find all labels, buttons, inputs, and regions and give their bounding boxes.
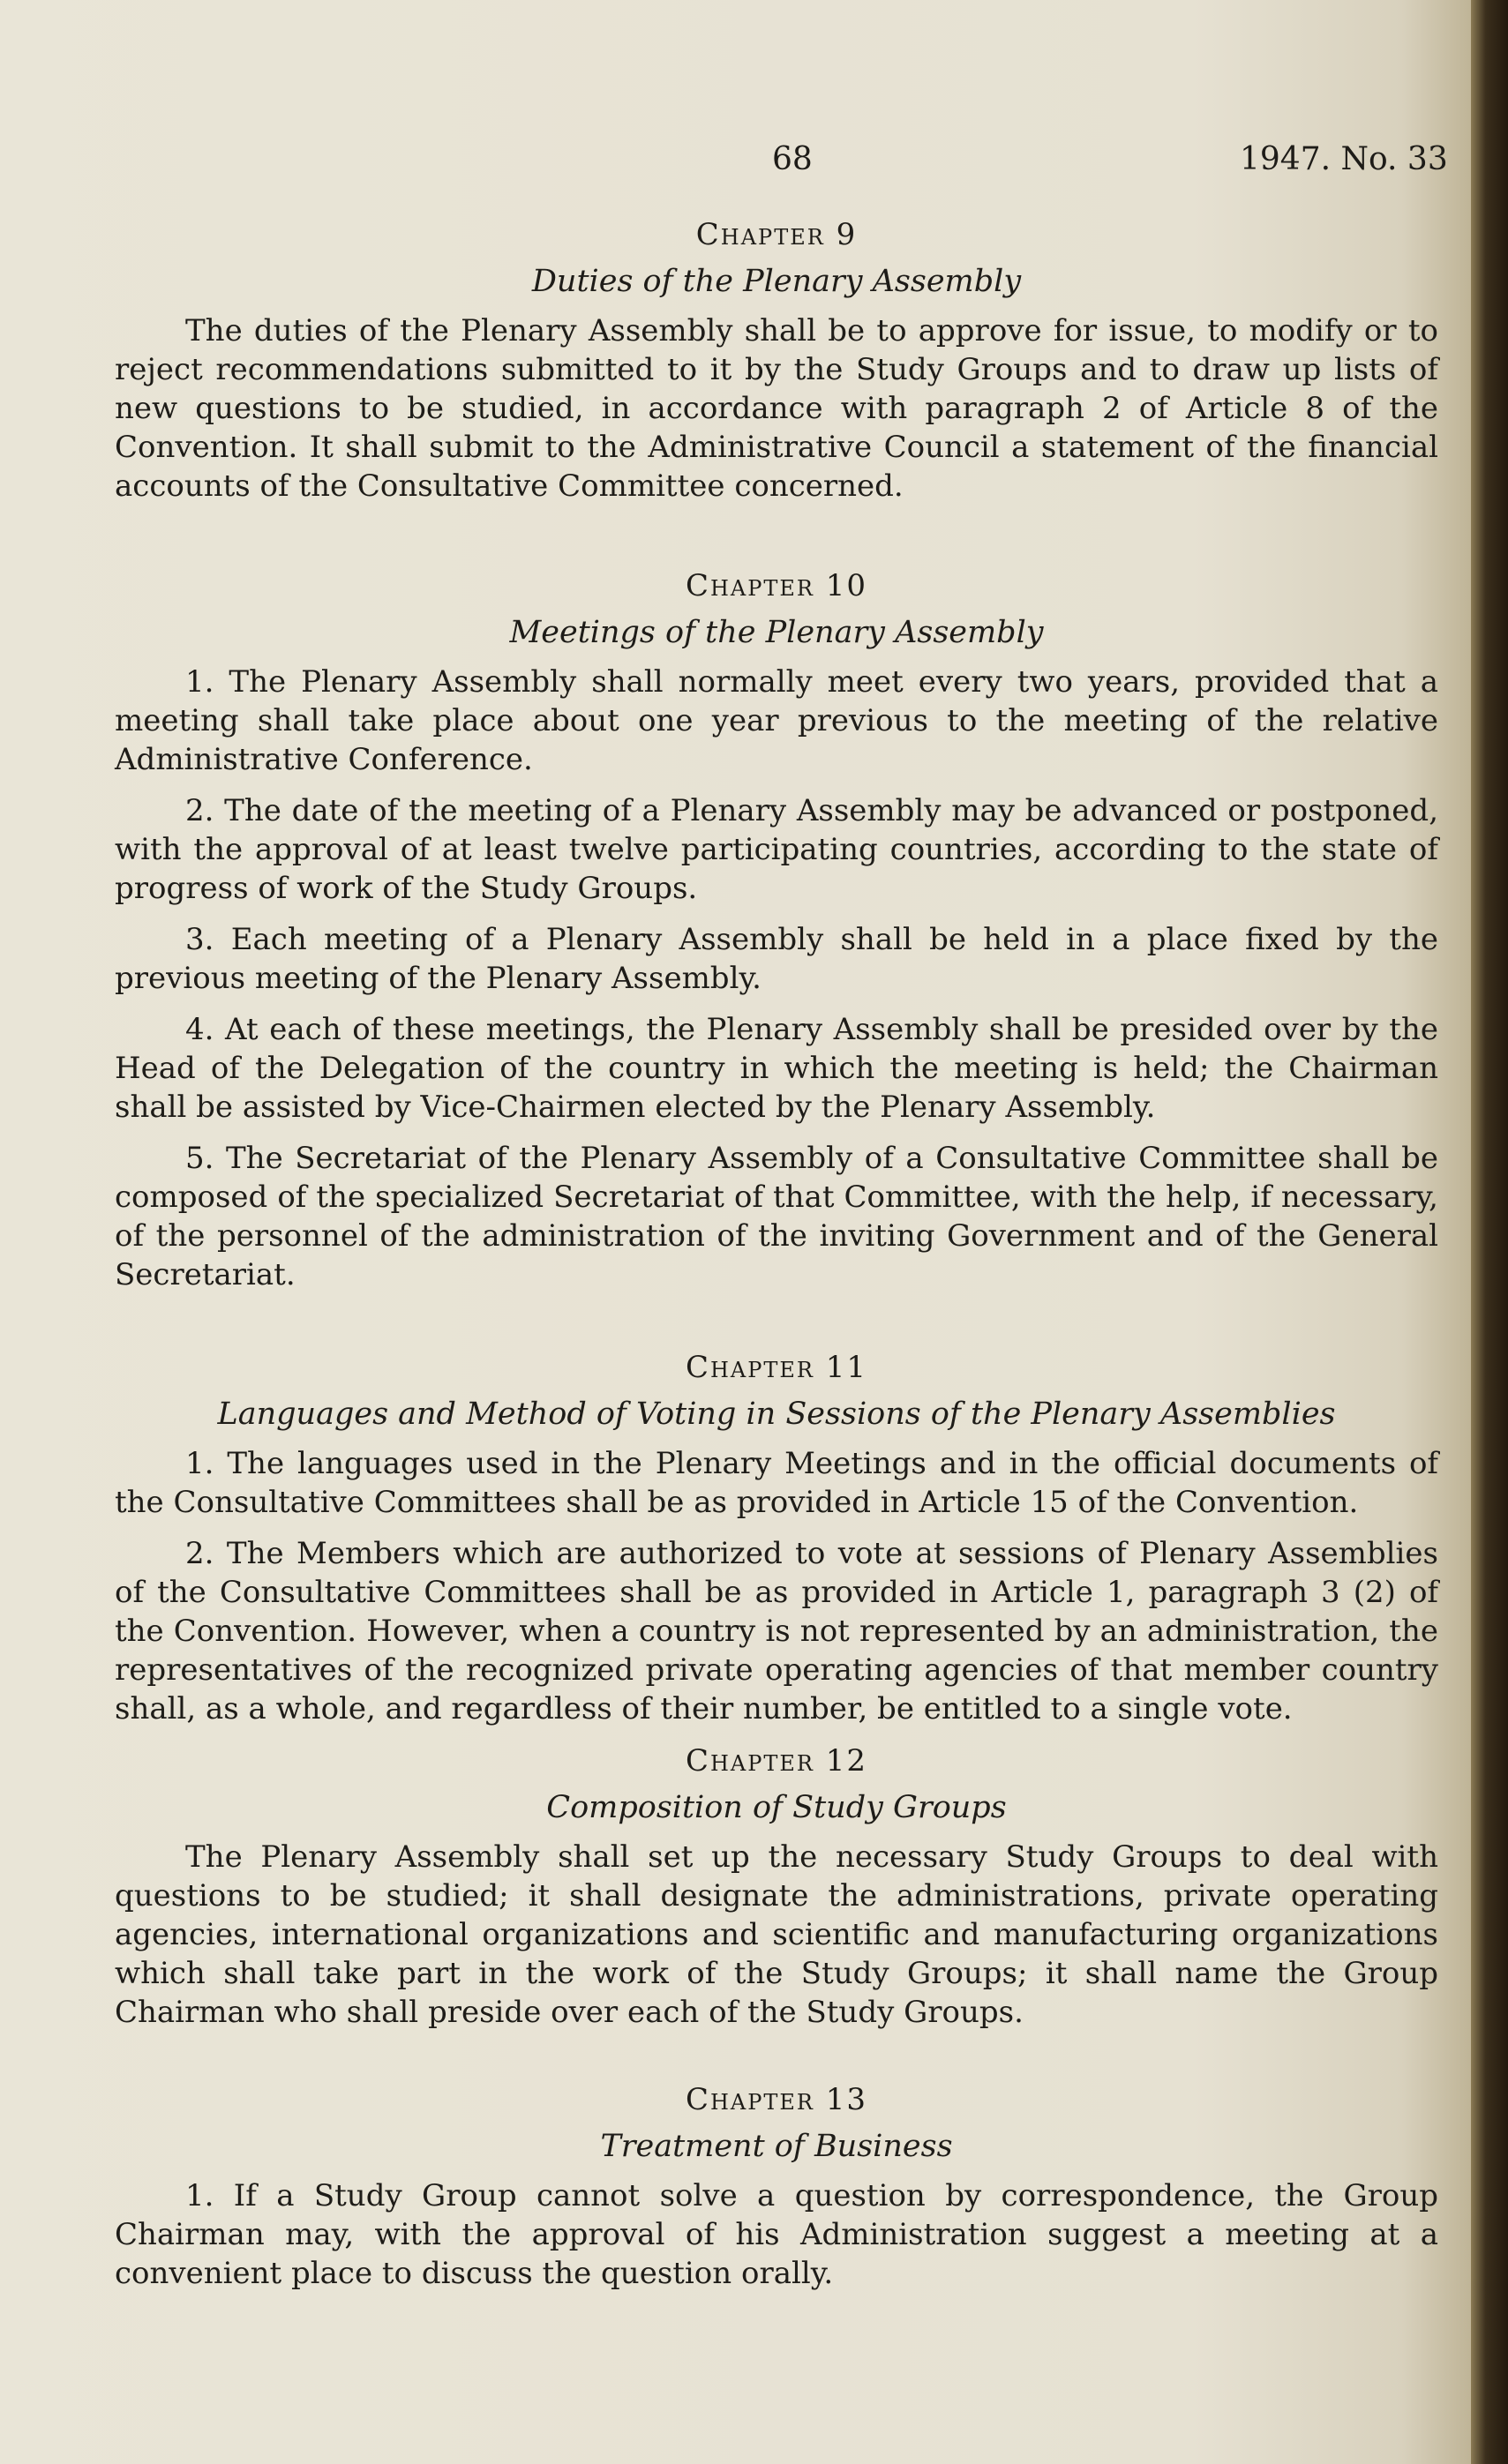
chapter-subtitle: Treatment of Business xyxy=(600,2129,953,2164)
page-header xyxy=(0,141,1456,194)
paragraph: The duties of the Plenary Assembly shall be to approve for issue, to modify or to reject recommendations submitted to it by the Study Groups and to draw up lists of new questions to be studied, in accordance with paragraph 2 of Article 8 of the Convention. It shall submit to the Administrative Council a statement of the financial accounts of the Consultative Committee concerned. xyxy=(115,313,1438,504)
paragraph: 1. The languages used in the Plenary Meetings and in the official documents of the Consultative Committees shall be as provided in Article 15 of the Convention. xyxy=(115,1446,1438,1520)
chapter-subtitle: Languages and Method of Voting in Sessions of the Plenary Assemblies xyxy=(217,1397,1336,1432)
paragraph: 3. Each meeting of a Plenary Assembly shall be held in a place fixed by the previous meeting of the Plenary Assembly. xyxy=(115,922,1438,996)
paragraph: 4. At each of these meetings, the Plenary Assembly shall be presided over by the Head of the Delegation of the country in which the meeting is held; the Chairman shall be assisted by Vice-Chairmen elected by the Plenary Assembly. xyxy=(115,1012,1438,1125)
paragraph: The Plenary Assembly shall set up the necessary Study Groups to deal with questions to be studied; it shall designate the administrations, private operating agencies, international organizations and scientific and manufacturing organizations which shall take part in the work of the Study Groups; it shall name the Group Chairman who shall preside over each of the Study Groups. xyxy=(115,1839,1438,2030)
paragraph: 1. The Plenary Assembly shall normally meet every two years, provided that a meeting shall take place about one year previous to the meeting of the relative Administrative Conference. xyxy=(115,664,1438,777)
chapter-heading: Chapter 12 xyxy=(685,1743,868,1779)
paragraph: 2. The date of the meeting of a Plenary Assembly may be advanced or postponed, with the approval of at least twelve participating countries, according to the state of progress of work of the Study Groups. xyxy=(115,793,1438,906)
page-body xyxy=(115,216,1438,2305)
chapter-heading: Chapter 9 xyxy=(695,217,858,252)
chapter-10 xyxy=(115,567,1438,1294)
chapter-9 xyxy=(115,216,1438,506)
chapter-11 xyxy=(115,1349,1438,1728)
chapter-subtitle: Composition of Study Groups xyxy=(546,1790,1007,1825)
chapter-heading: Chapter 11 xyxy=(685,1350,868,1385)
paragraph: 1. If a Study Group cannot solve a question by correspondence, the Group Chairman may, with the approval of his Administration suggest a meeting at a convenient place to discuss the question orally. xyxy=(115,2178,1438,2291)
paragraph: 5. The Secretariat of the Plenary Assembly of a Consultative Committee shall be composed of the specialized Secretariat of that Committee, with the help, if necessary, of the personnel of the administration of the inviting Government and of the General Secretariat. xyxy=(115,1141,1438,1292)
chapter-13 xyxy=(115,2081,1438,2293)
chapter-heading: Chapter 10 xyxy=(685,568,868,603)
book-binding-edge xyxy=(1471,0,1508,2464)
chapter-subtitle: Meetings of the Plenary Assembly xyxy=(509,615,1044,650)
paragraph: 2. The Members which are authorized to vote at sessions of Plenary Assemblies of the Consultative Committees shall be as provided in Article 1, paragraph 3 (2) of the Convention. However, when a country is not represented by an administration, the representatives of the recognized private operating agencies of that member country shall, as a whole, and regardless of their number, be entitled to a single vote. xyxy=(115,1536,1438,1726)
chapter-heading: Chapter 13 xyxy=(685,2082,868,2117)
chapter-12 xyxy=(115,1742,1438,2032)
running-head: 1947. No. 33 xyxy=(1240,141,1448,177)
chapter-subtitle: Duties of the Plenary Assembly xyxy=(531,264,1022,299)
page-number: 68 xyxy=(772,141,813,177)
